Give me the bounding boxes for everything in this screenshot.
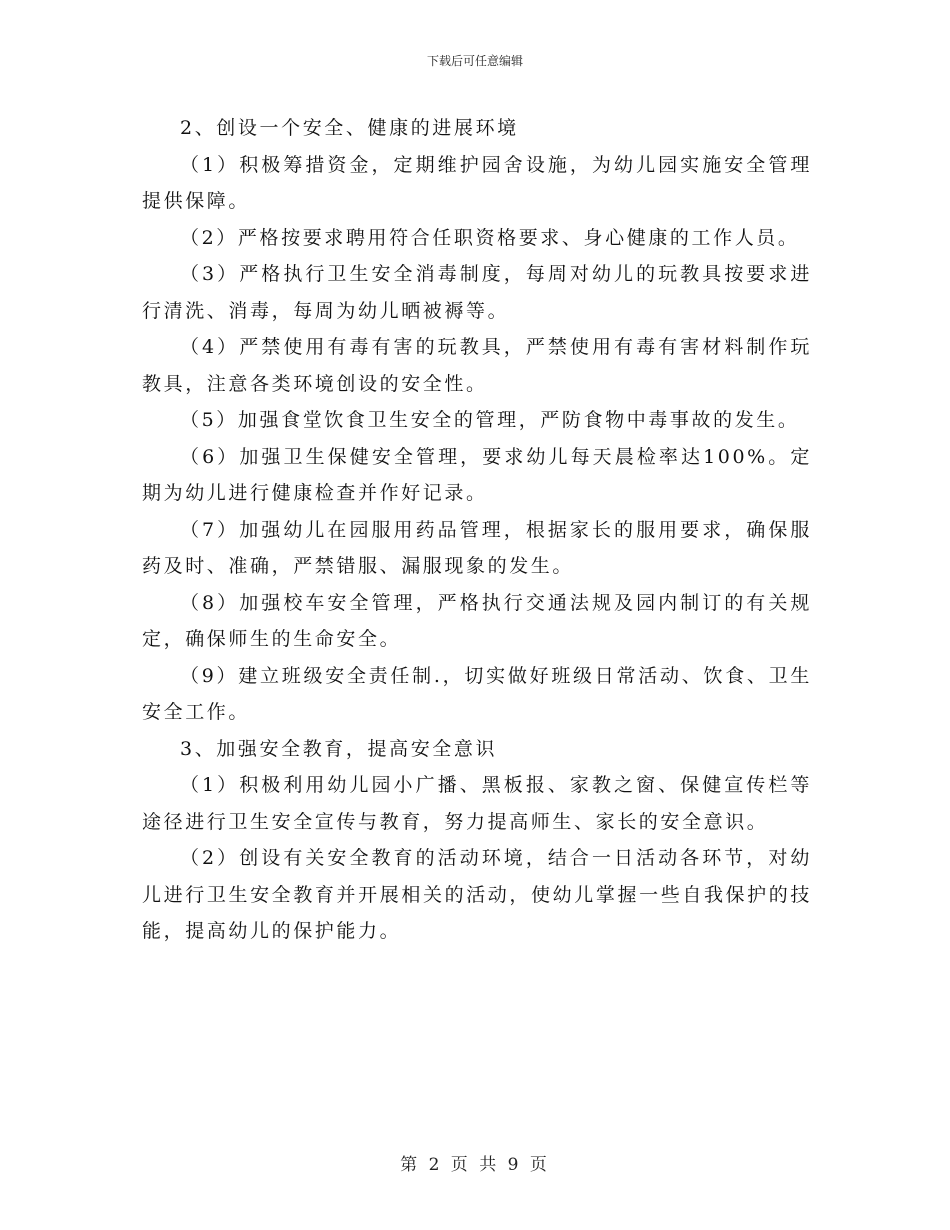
- section-heading: 3、加强安全教育，提高安全意识: [180, 737, 498, 760]
- paragraph: （5）加强食堂饮食卫生安全的管理，严防食物中毒事故的发生。: [180, 409, 800, 431]
- paragraph: （1）积极利用幼儿园小广播、黑板报、家教之窗、保健宣传栏等途径进行卫生安全宣传与教育，努力提高师生、家长的安全意识。: [142, 774, 812, 833]
- paragraph: （3）严格执行卫生安全消毒制度，每周对幼儿的玩教具按要求进行清洗、消毒，每周为幼儿晒被褥等。: [142, 263, 812, 322]
- paragraph: （6）加强卫生保健安全管理，要求幼儿每天晨检率达100%。定期为幼儿进行健康检查并作好记录。: [142, 445, 812, 504]
- paragraph: （1）积极筹措资金，定期维护园舍设施，为幼儿园实施安全管理提供保障。: [142, 153, 812, 212]
- section-heading: 2、创设一个安全、健康的进展环境: [180, 117, 519, 139]
- paragraph: （4）严禁使用有毒有害的玩教具，严禁使用有毒有害材料制作玩教具，注意各类环境创设的安全性。: [142, 336, 812, 395]
- paragraph: （8）加强校车安全管理，严格执行交通法规及园内制订的有关规定，确保师生的生命安全。: [142, 591, 812, 650]
- paragraph: （9）建立班级安全责任制.，切实做好班级日常活动、饮食、卫生安全工作。: [142, 664, 812, 723]
- page-footer: 第 2 页 共 9 页: [400, 1155, 550, 1175]
- page-header: 下载后可任意编辑: [426, 54, 523, 68]
- paragraph: （7）加强幼儿在园服用药品管理，根据家长的服用要求，确保服药及时、准确，严禁错服、漏服现象的发生。: [142, 518, 812, 577]
- paragraph: （2）创设有关安全教育的活动环境，结合一日活动各环节，对幼儿进行卫生安全教育并开展相关的活动，使幼儿掌握一些自我保护的技能，提高幼儿的保护能力。: [142, 847, 812, 942]
- document-body: [142, 110, 812, 950]
- paragraph: （2）严格按要求聘用符合任职资格要求、身心健康的工作人员。: [180, 226, 800, 249]
